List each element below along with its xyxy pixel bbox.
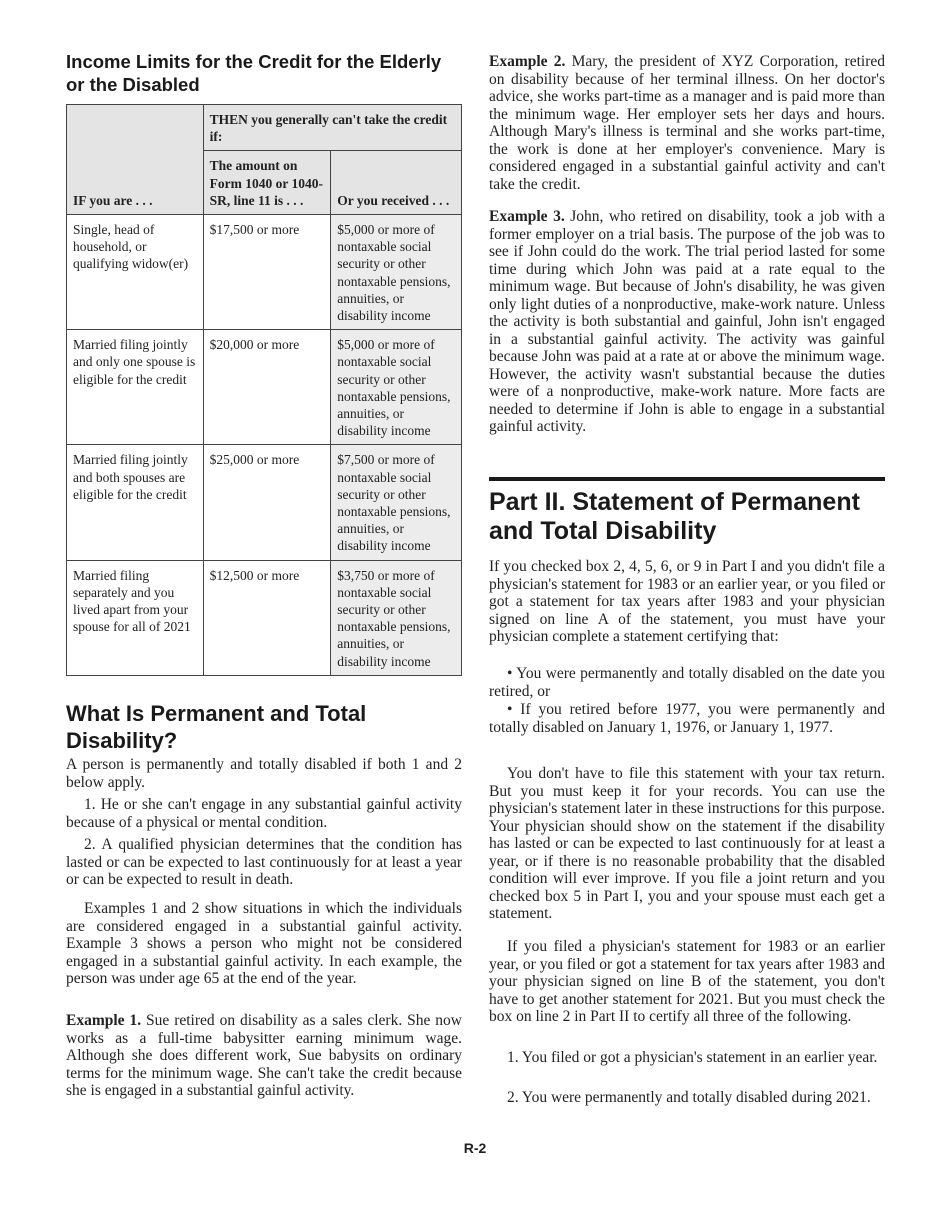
part-divider-rule [489, 477, 885, 481]
amount-cell: $20,000 or more [203, 330, 331, 445]
example-2 [489, 53, 885, 193]
what-is-item-2: 2. A qualified physician determines that the condition has lasted or can be expected to last continuously for at least a year or can be expected to result in death. [66, 836, 462, 888]
header-amount: The amount on Form 1040 or 1040-SR, line 11 is . . . [203, 151, 331, 215]
example-2-text: Mary, the president of XYZ Corporation, retired on disability because of her terminal illness. On her doctor's advice, she works part-time as a manager and is paid more than the minimum wage. Her employer sets her days and hours. Although Mary's illness is terminal and she works part-time, the work is done at her employer's convenience. Mary is considered engaged in a substantial gainful activity and can't take the credit. [489, 53, 885, 193]
page-number: R-2 [463, 1140, 487, 1156]
header-received: Or you received . . . [331, 151, 462, 215]
part2-para-3: If you filed a physician's statement for 1983 or an earlier year, or you filed or got a statement for tax years after 1983 and your physician signed on line B of the statement, you don't have to get another statement for 2021. But you must check the box on line 2 in Part II to certify all three of the following. [489, 938, 885, 1025]
what-is-intro: A person is permanently and totally disabled if both 1 and 2 below apply. [66, 756, 462, 791]
example-3-text: John, who retired on disability, took a job with a former employer on a trial basis. The purpose of the job was to see if John could do the work. The trial period lasted for some time during which John was paid at a rate equal to the minimum wage. But because of John's disability, he was given only light duties of a nonproductive, make-work nature. Unless the activity is both substantial and gainful, John isn't engaged in a substantial gainful activity. The activity was gainful because John was paid at a rate at or above the minimum wage. However, the activity wasn't substantial because the duties were of a nonproductive, make-work nature. More facts are needed to determine if John is able to engage in a substantial gainful activity. [489, 208, 885, 435]
income-limits-table [66, 104, 462, 676]
table-title: Income Limits for the Credit for the Elderly or the Disabled [66, 51, 442, 95]
part2-bullet-1: • You were permanently and totally disabled on the date you retired, or [489, 665, 885, 700]
example-2-label: Example 2. [489, 53, 566, 70]
status-cell: Married filing separately and you lived apart from your spouse for all of 2021 [67, 560, 204, 675]
what-is-heading: What Is Permanent and Total Disability? [66, 701, 367, 753]
example-1-text: Sue retired on disability as a sales clerk. She now works as a full-time babysitter earning minimum wage. Although she does different work, Sue babysits on ordinary terms for the minimum wage. She can't take the credit because she is engaged in a substantial gainful activity. [66, 1012, 462, 1099]
table-header-row [67, 105, 462, 151]
received-cell: $7,500 or more of nontaxable social security or other nontaxable pensions, annuities, or disability income [331, 445, 462, 560]
example-3 [489, 208, 885, 436]
table-row [67, 215, 462, 330]
part2-intro: If you checked box 2, 4, 5, 6, or 9 in Part I and you didn't file a physician's statement for 1983 or an earlier year, or you filed or got a statement for tax years after 1983 and your physician signed on line A of the statement, you must have your physician complete a statement certifying that: [489, 558, 885, 645]
example-3-label: Example 3. [489, 208, 565, 225]
amount-cell: $12,500 or more [203, 560, 331, 675]
header-if-you-are: IF you are . . . [67, 105, 204, 215]
table-row [67, 445, 462, 560]
part2-para-2: You don't have to file this statement with your tax return. But you must keep it for your records. You can use the physician's statement later in these instructions for this purpose. Your physician should show on the statement if the disability has lasted or can be expected to last continuously for at least a year, or if there is no reasonable probability that the disabled condition will ever improve. If you file a joint return and you checked box 5 in Part I, you and your spouse must each get a statement. [489, 765, 885, 922]
amount-cell: $25,000 or more [203, 445, 331, 560]
received-cell: $5,000 or more of nontaxable social security or other nontaxable pensions, annuities, or disability income [331, 330, 462, 445]
header-then: THEN you generally can't take the credit if: [203, 105, 461, 151]
example-1-label: Example 1. [66, 1012, 142, 1029]
status-cell: Married filing jointly and both spouses are eligible for the credit [67, 445, 204, 560]
what-is-item-1: 1. He or she can't engage in any substantial gainful activity because of a physical or mental condition. [66, 796, 462, 831]
examples-intro: Examples 1 and 2 show situations in which the individuals are considered engaged in a substantial gainful activity. Example 3 shows a person who might not be considered engaged in a substantial gainful activity. In each example, the person was under age 65 at the end of the year. [66, 900, 462, 987]
received-cell: $3,750 or more of nontaxable social security or other nontaxable pensions, annuities, or disability income [331, 560, 462, 675]
table-row [67, 560, 462, 675]
part2-heading: Part II. Statement of Permanent and Total Disability [489, 488, 860, 545]
received-cell: $5,000 or more of nontaxable social security or other nontaxable pensions, annuities, or disability income [331, 215, 462, 330]
amount-cell: $17,500 or more [203, 215, 331, 330]
part2-bullet-2: • If you retired before 1977, you were permanently and totally disabled on January 1, 1976, or January 1, 1977. [489, 701, 885, 736]
status-cell: Married filing jointly and only one spouse is eligible for the credit [67, 330, 204, 445]
example-1 [66, 1012, 462, 1100]
part2-item-1: 1. You filed or got a physician's statement in an earlier year. [507, 1049, 878, 1066]
status-cell: Single, head of household, or qualifying widow(er) [67, 215, 204, 330]
table-row [67, 330, 462, 445]
part2-item-2: 2. You were permanently and totally disabled during 2021. [507, 1089, 871, 1106]
